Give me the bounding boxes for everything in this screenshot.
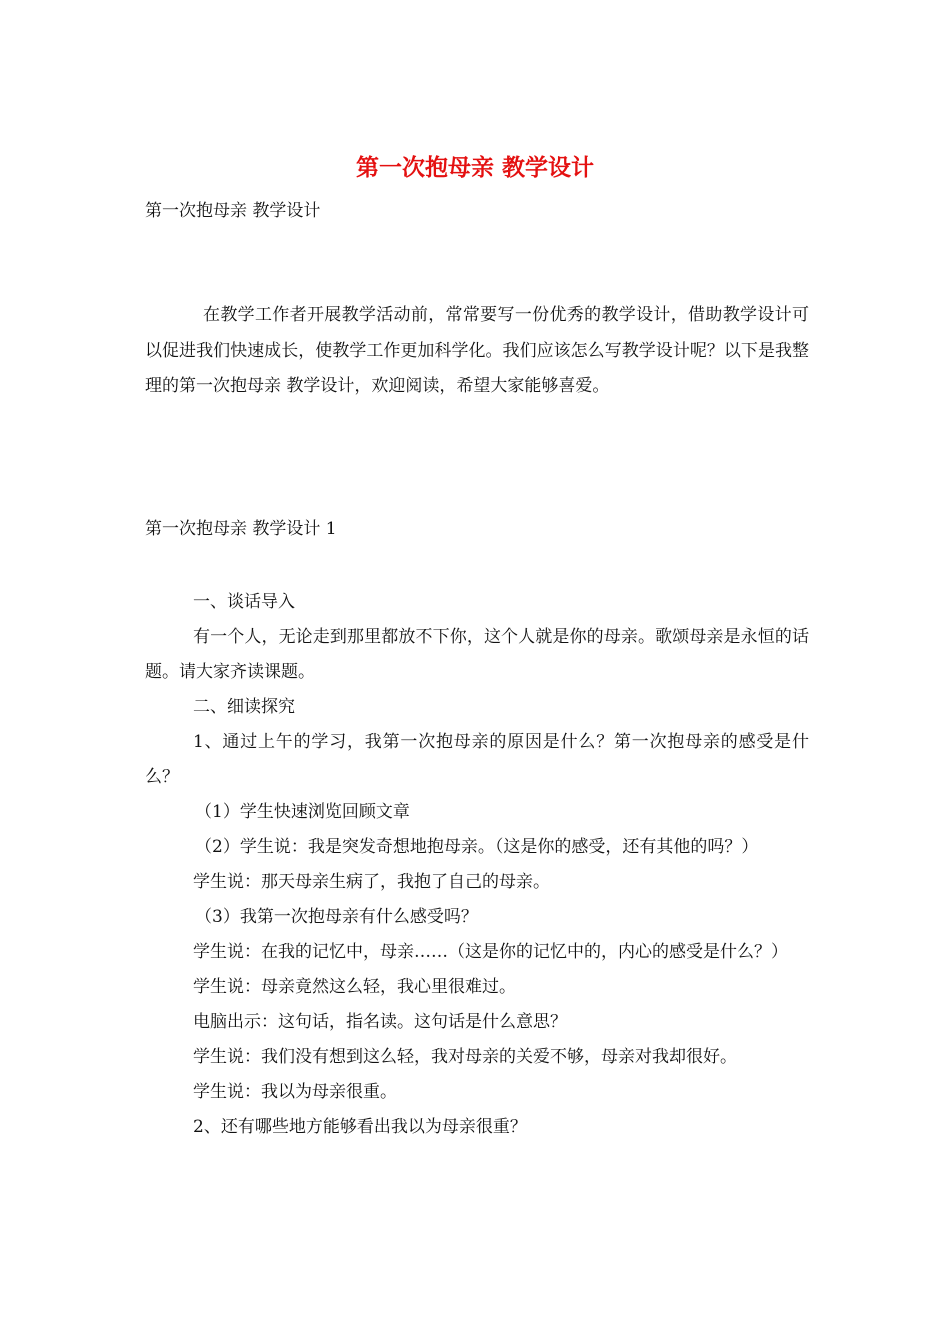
student-response: 学生说：我们没有想到这么轻，我对母亲的关爱不够，母亲对我却很好。: [193, 1047, 737, 1067]
section-heading: 第一次抱母亲 教学设计 1: [145, 519, 337, 539]
intro-paragraph: 在教学工作者开展教学活动前，常常要写一份优秀的教学设计，借助教学设计可以促进我们快速成长，使教学工作更加科学化。我们应该怎么写教学设计呢？以下是我整理的第一次抱母亲 教学设计，欢迎阅读，希望大家能够喜爱。: [145, 305, 809, 396]
student-response: 学生说：母亲竟然这么轻，我心里很难过。: [193, 977, 516, 997]
student-response: 学生说：我以为母亲很重。: [193, 1082, 397, 1102]
sub-item: （3）我第一次抱母亲有什么感受吗？: [195, 907, 478, 927]
sub-item: （1）学生快速浏览回顾文章: [195, 802, 410, 822]
document-subtitle: 第一次抱母亲 教学设计: [145, 201, 321, 221]
sub-item: （2）学生说：我是突发奇想地抱母亲。（这是你的感受，还有其他的吗？）: [195, 837, 759, 857]
lesson-body: [145, 585, 809, 1145]
document-title: 第一次抱母亲 教学设计: [355, 154, 594, 181]
question-paragraph: 2、还有哪些地方能够看出我以为母亲很重？: [193, 1117, 527, 1137]
student-response: 学生说：在我的记忆中，母亲……（这是你的记忆中的，内心的感受是什么？）: [193, 942, 788, 962]
student-response: 学生说：那天母亲生病了，我抱了自己的母亲。: [193, 872, 550, 892]
question-paragraph: 1、通过上午的学习，我第一次抱母亲的原因是什么？第一次抱母亲的感受是什么？: [145, 732, 809, 787]
heading-close-reading: 二、细读探究: [193, 697, 295, 717]
computer-display-note: 电脑出示：这句话，指名读。这句话是什么意思？: [193, 1012, 567, 1032]
body-paragraph: 有一个人，无论走到那里都放不下你，这个人就是你的母亲。歌颂母亲是永恒的话题。请大家齐读课题。: [145, 627, 809, 682]
heading-talk-intro: 一、谈话导入: [193, 592, 295, 612]
